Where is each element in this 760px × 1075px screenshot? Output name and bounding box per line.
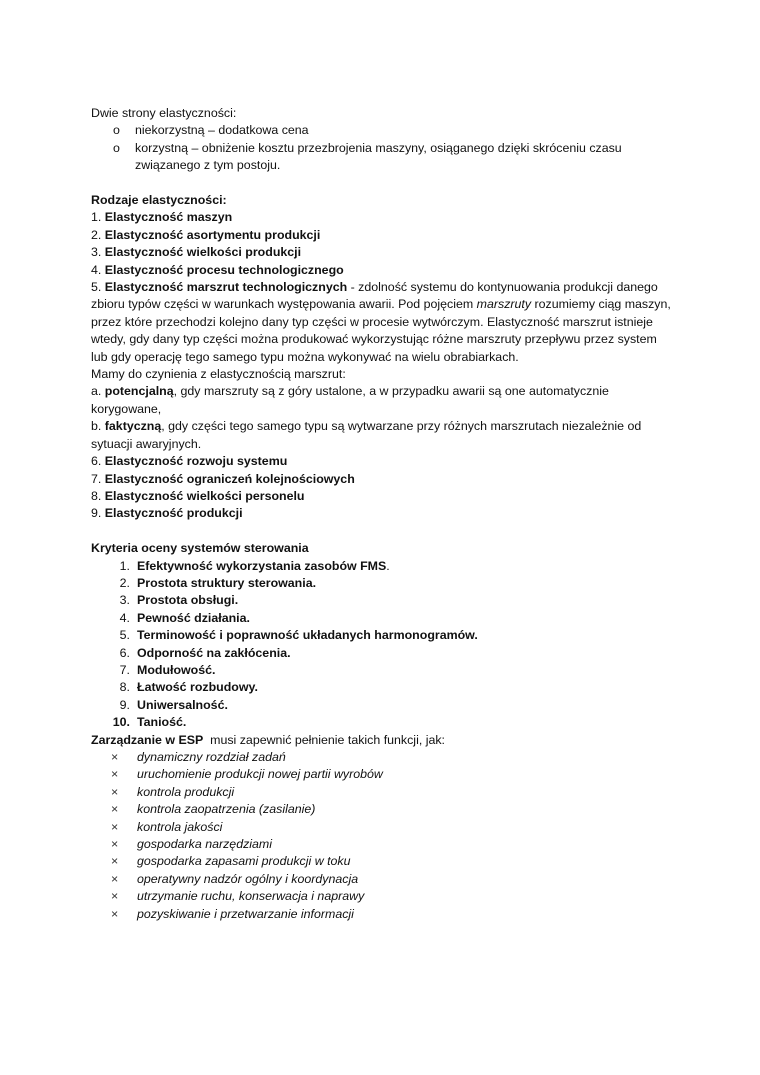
- list-item: × gospodarka narzędziami: [91, 836, 676, 853]
- list-item: 8. Elastyczność wielkości personelu: [91, 488, 305, 503]
- list-item: × utrzymanie ruchu, konserwacja i naprawy: [91, 888, 676, 905]
- bullet-cross-icon: ×: [111, 767, 119, 782]
- list-item: 9. Elastyczność produkcji: [91, 506, 243, 521]
- list-item: 2. Prostota struktury sterowania.: [119, 575, 317, 590]
- bullet-circle-icon: o: [113, 140, 120, 155]
- types-heading: Rodzaje elastyczności:: [91, 193, 227, 208]
- intro-list: [91, 122, 676, 174]
- list-item: × kontrola produkcji: [91, 784, 676, 801]
- list-item: 3. Elastyczność wielkości produkcji: [91, 245, 302, 260]
- bullet-cross-icon: ×: [111, 854, 119, 869]
- list-item: × kontrola jakości: [91, 819, 676, 836]
- list-item: 7. Elastyczność ograniczeń kolejnościowych: [91, 471, 355, 486]
- bullet-circle-icon: o: [113, 123, 120, 138]
- list-item: 2. Elastyczność asortymentu produkcji: [91, 227, 321, 242]
- list-item: 5. Terminowość i poprawność układanych harmonogramów.: [119, 628, 478, 643]
- list-item: 6. Odporność na zakłócenia.: [119, 645, 291, 660]
- bullet-cross-icon: ×: [111, 784, 119, 799]
- list-item: o niekorzystną – dodatkowa cena: [91, 122, 676, 139]
- bullet-cross-icon: ×: [111, 750, 119, 764]
- intro-heading: Dwie strony elastyczności:: [91, 106, 237, 120]
- list-item: × uruchomienie produkcji nowej partii wyrobów: [91, 766, 676, 783]
- list-item: 9. Uniwersalność.: [119, 697, 228, 712]
- list-item: 1. Elastyczność maszyn: [91, 210, 233, 225]
- list-item: 7. Modułowość.: [119, 662, 216, 677]
- types-list: [91, 209, 676, 522]
- criteria-list: [91, 558, 676, 732]
- document-body: [91, 105, 676, 923]
- list-item: × kontrola zaopatrzenia (zasilanie): [91, 801, 676, 818]
- bullet-cross-icon: ×: [111, 889, 119, 904]
- bullet-cross-icon: ×: [111, 819, 119, 834]
- management-heading: Zarządzanie w ESP musi zapewnić pełnienie takich funkcji, jak:: [91, 732, 445, 747]
- route-type-b: b. faktyczną, gdy części tego samego typu są wytwarzane przy różnych marszrutach niezależnie od sytuacji awaryjnych.: [91, 419, 642, 451]
- list-item: × dynamiczny rozdział zadań: [91, 749, 676, 766]
- bullet-cross-icon: ×: [111, 802, 119, 817]
- list-item-route-flexibility: 5. Elastyczność marszrut technologicznych - zdolność systemu do kontynuowania produkcji danego zbioru typów części w warunkach występowania awarii. Pod pojęciem marszruty rozumiemy ciąg maszyn, przez które przechodzi kolejno dany typ części w procesie wytwórczym. Elastyczność marszrut istnieje wtedy, gdy dany typ części można produkować wykorzystując różne marszruty przepływu przez system lub gdy operację tego samego typu można wykonywać na wielu obrabiarkach.: [91, 280, 671, 364]
- list-item: 10. Taniość.: [112, 715, 187, 730]
- list-item: 1. Efektywność wykorzystania zasobów FMS.: [119, 558, 390, 573]
- list-item: × operatywny nadzór ogólny i koordynacja: [91, 871, 676, 888]
- route-intro: Mamy do czynienia z elastycznością marszrut:: [91, 367, 346, 382]
- management-list: [91, 749, 676, 923]
- list-item: 3. Prostota obsługi.: [119, 593, 239, 608]
- list-item: × gospodarka zapasami produkcji w toku: [91, 853, 676, 870]
- bullet-cross-icon: ×: [111, 871, 119, 886]
- list-item: × pozyskiwanie i przetwarzanie informacji: [91, 906, 676, 923]
- list-item: 8. Łatwość rozbudowy.: [119, 680, 258, 695]
- list-item: o korzystną – obniżenie kosztu przezbrojenia maszyny, osiąganego dzięki skróceniu czasu związanego z tym postoju.: [113, 140, 622, 173]
- list-item: 4. Pewność działania.: [119, 610, 250, 625]
- list-item: 4. Elastyczność procesu technologicznego: [91, 262, 344, 277]
- criteria-heading: Kryteria oceny systemów sterowania: [91, 541, 309, 556]
- route-type-a: a. potencjalną, gdy marszruty są z góry ustalone, a w przypadku awarii są one automatycznie korygowane,: [91, 384, 609, 416]
- bullet-cross-icon: ×: [111, 906, 119, 921]
- bullet-cross-icon: ×: [111, 837, 119, 852]
- list-item: 6. Elastyczność rozwoju systemu: [91, 454, 288, 469]
